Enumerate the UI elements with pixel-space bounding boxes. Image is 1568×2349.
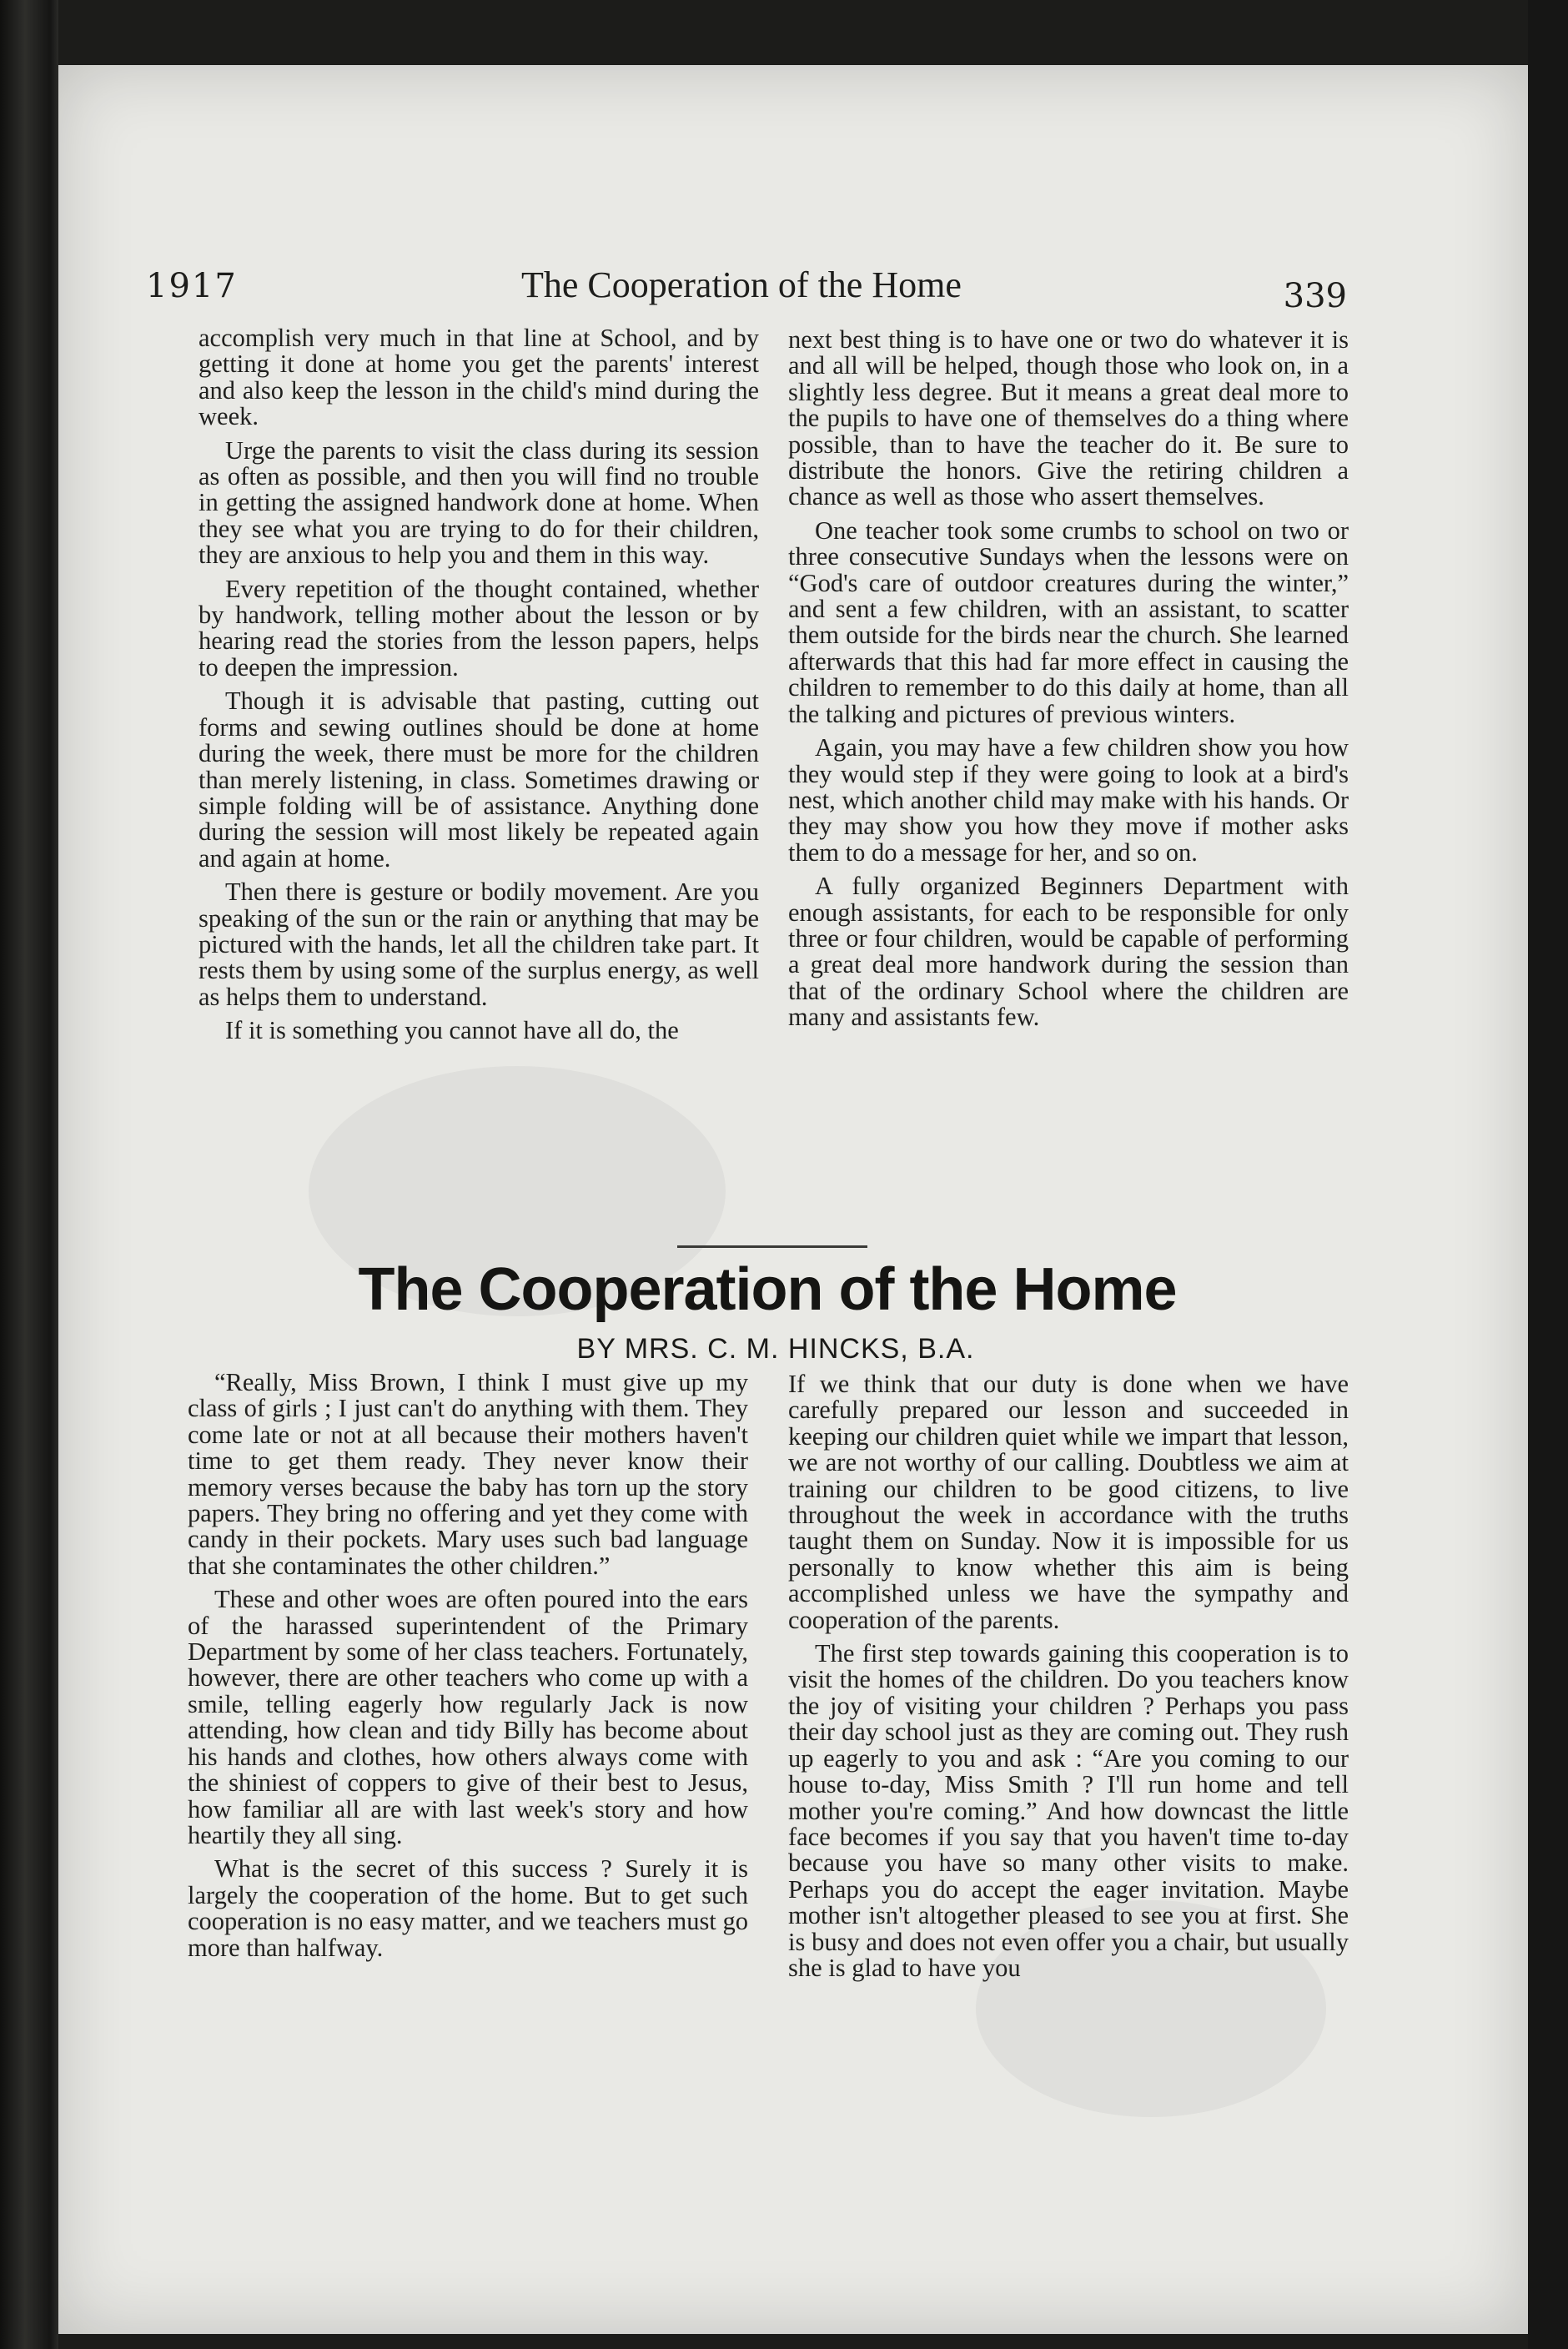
paragraph: Every repetition of the thought contained, whether by handwork, telling mother about the lesson or by hearing read the stories from the lesson papers, helps to deepen the impression.	[199, 574, 759, 682]
paragraph: Then there is gesture or bodily movement. Are you speaking of the sun or the rain or anything that may be pictured with the hands, let all the children take part. It rests them by using some of the surplus energy, as well as helps them to understand.	[199, 878, 759, 1011]
paragraph: What is the secret of this success ? Surely it is largely the cooperation of the home. But to get such cooperation is no easy matter, and we teachers must go more than halfway.	[188, 1854, 748, 1962]
paragraph: accomplish very much in that line at School, and by getting it done at home you get the parents' interest and also keep the lesson in the child's mind during the week.	[199, 324, 759, 431]
header-title: The Cooperation of the Home	[521, 264, 962, 305]
running-head	[146, 259, 1347, 325]
paragraph: Though it is advisable that pasting, cutting out forms and sewing outlines should be done at home during the week, there must be more for the children than merely listening, in class. Sometimes drawing or simple folding will be of assistance. Anything done during the session will most likely be repeated again and again at home.	[199, 687, 759, 873]
paragraph: These and other woes are often poured into the ears of the harassed superintendent of the Primary Department by some of her class teachers. Fortunately, however, there are other teachers who come up with a smile, telling eagerly how regularly Jack is now attending, how clean and tidy Billy has become about his hands and clothes, how others always come with the shiniest of coppers to give of their best to Jesus, how familiar all are with last week's story and how heartily they all sing.	[188, 1585, 748, 1849]
paragraph: “Really, Miss Brown, I think I must give up my class of girls ; I just can't do anything with them. They come late or not at all because their mothers haven't time to get them ready. They never know their memory verses because the baby has torn up the story papers. They bring no offering and yet they come with candy in their pockets. Mary uses such bad language that she contaminates the other children.”	[188, 1368, 748, 1580]
paragraph: Urge the parents to visit the class during its session as often as possible, and then you will find no trouble in getting the assigned handwork done at home. When they see what you are trying to do for their children, they are anxious to help you and them in this way.	[199, 435, 759, 570]
page-number: 339	[1283, 277, 1347, 315]
section-divider	[677, 1245, 867, 1248]
paragraph: If we think that our duty is done when we have carefully prepared our lesson and succeeded in keeping our children quiet while we impart that lesson, we are not worthy of our calling. Doubtless we aim at training our children to be good citizens, to live throughout the week in accordance with the truths taught them on Sunday. Now it is impossible for us personally to know whether this aim is being accomplished unless we have the sympathy and cooperation of the parents.	[788, 1370, 1349, 1634]
top-left-column	[199, 325, 759, 1052]
top-right-column	[788, 327, 1349, 1039]
paragraph: The first step towards gaining this cooperation is to visit the homes of the children. Do you teachers know the joy of visiting your children ? Perhaps you pass their day school just as they are coming out. They rush up eagerly to you and ask : “Are you coming to our house to-day, Miss Smith ? I'll run home and tell mother you're coming.” And how downcast the little face becomes if you say that you haven't time to-day because you have so many other visits to make. Perhaps you do accept the eager invitation. Maybe mother isn't altogether pleased to see you at first. She is busy and does not even offer you a chair, but usually she is glad to have you	[788, 1639, 1349, 1982]
bottom-left-column	[188, 1370, 748, 1969]
paragraph: Again, you may have a few children show you how they would step if they were going to look at a bird's nest, which another child may make with his hands. Or they may show you how they move if mother asks them to do a message for her, and so on.	[788, 733, 1349, 867]
paragraph: next best thing is to have one or two do whatever it is and all will be helped, though those who look on, in a slightly less degree. But it means a great deal more to the pupils to have one of themselves do a thing where possible, than to have the teacher do it. Be sure to distribute the honors. Give the retiring children a chance as well as those who assert themselves.	[788, 325, 1349, 511]
right-page-edge	[1528, 0, 1568, 2349]
paragraph: If it is something you cannot have all do, the	[225, 1016, 679, 1045]
article-byline: BY MRS. C. M. HINCKS, B.A.	[576, 1333, 975, 1365]
paragraph: One teacher took some crumbs to school on two or three consecutive Sundays when the lessons were on “God's care of outdoor creatures during the winter,” and sent a few children, with an assistant, to scatter them outside for the birds near the church. She learned afterwards that this had far more effect in causing the children to remember to do this daily at home, than all the talking and pictures of previous winters.	[788, 516, 1349, 728]
paragraph: A fully organized Beginners Department with enough assistants, for each to be responsible for only three or four children, would be capable of performing a great deal more handwork during the session than that of the ordinary School where the children are many and assistants few.	[788, 872, 1349, 1032]
article-title: The Cooperation of the Home	[358, 1256, 1177, 1323]
book-binding-shadow	[0, 0, 58, 2349]
bottom-right-column	[788, 1371, 1349, 1989]
header-year: 1917	[146, 267, 238, 305]
